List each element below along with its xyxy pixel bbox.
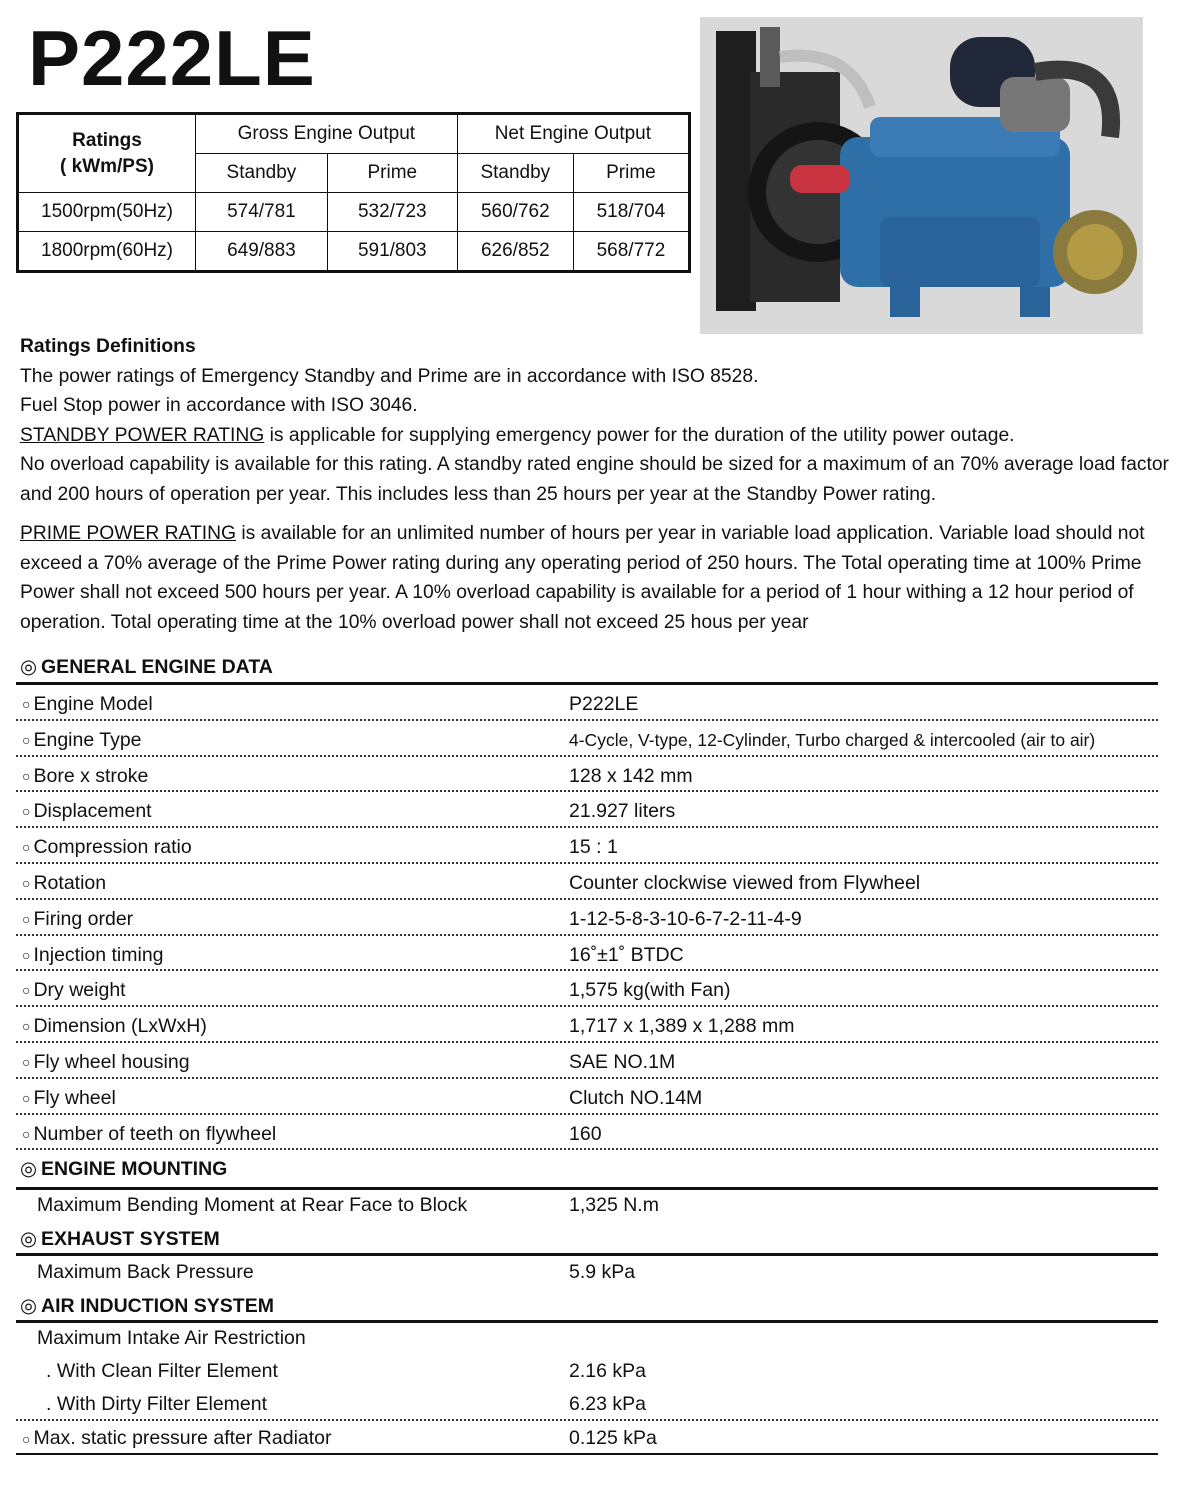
ratings-corner-header bbox=[18, 114, 196, 193]
table-cell: 574/781 bbox=[196, 193, 328, 232]
spec-label bbox=[22, 836, 192, 859]
mounting-value: 1,325 N.m bbox=[569, 1194, 659, 1216]
spec-label bbox=[22, 765, 148, 788]
section-bullet-icon: ◎ bbox=[20, 1158, 38, 1180]
table-row bbox=[16, 971, 1158, 1007]
section-title-text: EXHAUST SYSTEM bbox=[41, 1228, 220, 1250]
table-row bbox=[16, 685, 1158, 721]
section-rule bbox=[16, 1320, 1158, 1323]
spec-label bbox=[22, 693, 153, 716]
spec-label bbox=[22, 1015, 207, 1038]
table-row bbox=[16, 792, 1158, 828]
section-title-text: GENERAL ENGINE DATA bbox=[41, 656, 273, 678]
table-row bbox=[16, 1043, 1158, 1079]
col-net-prime: Prime bbox=[573, 154, 689, 193]
table-cell: 560/762 bbox=[457, 193, 573, 232]
spec-label bbox=[22, 729, 142, 752]
table-row bbox=[16, 757, 1158, 793]
exhaust-label: Maximum Back Pressure bbox=[37, 1261, 254, 1283]
spec-label bbox=[22, 800, 152, 823]
general-section-title bbox=[20, 655, 273, 679]
spec-value: P222LE bbox=[569, 693, 639, 715]
spec-label-text: Dry weight bbox=[33, 979, 126, 1002]
dirty-filter-value: 6.23 kPa bbox=[569, 1393, 646, 1415]
standby-continuation: No overload capability is available for this rating. A standby rated engine should be sized for a maximum of an 70% average load factor and 200 hours of operation per year. This includes less than 25 hours per year at the Standby Power rating. bbox=[20, 454, 1169, 505]
clean-filter-label: . With Clean Filter Element bbox=[46, 1360, 278, 1382]
ratings-corner-text: Ratings ( kWm/PS) bbox=[60, 129, 154, 177]
col-net-standby: Standby bbox=[457, 154, 573, 193]
definition-line: Fuel Stop power in accordance with ISO 3046. bbox=[20, 395, 418, 416]
engine-photo bbox=[700, 17, 1143, 334]
section-rule bbox=[16, 1187, 1158, 1190]
spec-value: 21.927 liters bbox=[569, 800, 676, 823]
circle-bullet-icon: ○ bbox=[22, 982, 31, 999]
spec-label-text: Fly wheel bbox=[33, 1086, 116, 1109]
air-restriction-label: Maximum Intake Air Restriction bbox=[37, 1327, 306, 1349]
spec-label-text: Rotation bbox=[33, 872, 107, 894]
prime-text: is available for an unlimited number of hours per year in variable load application. Variable load should not exceed a 70% average of the Prime Power rating during any operating period of 250 hours. The Total operating time at 100% Prime Power shall not exceed 500 hours per year. A 10% overload capability is available for a period of 1 hour withing a 12 hour period of operation. Total operating time at the 10% overload power shall not exceed 25 hous per year bbox=[20, 523, 1145, 633]
table-row bbox=[16, 721, 1158, 757]
spec-value: 4-Cycle, V-type, 12-Cylinder, Turbo charged & intercooled (air to air) bbox=[569, 729, 1096, 750]
spec-value: Clutch NO.14M bbox=[569, 1086, 703, 1109]
circle-bullet-icon: ○ bbox=[22, 946, 31, 963]
closing-rule bbox=[16, 1453, 1158, 1455]
table-cell: 626/852 bbox=[457, 232, 573, 272]
table-row bbox=[16, 936, 1158, 972]
spec-label-text: Engine Model bbox=[33, 693, 153, 715]
definition-line: The power ratings of Emergency Standby and Prime are in accordance with ISO 8528. bbox=[20, 365, 759, 387]
radiator-label-text: Max. static pressure after Radiator bbox=[33, 1427, 332, 1449]
spec-label bbox=[22, 979, 126, 1002]
circle-bullet-icon: ○ bbox=[22, 1125, 31, 1142]
table-row bbox=[16, 828, 1158, 864]
section-title-text: ENGINE MOUNTING bbox=[41, 1158, 228, 1180]
spec-label-text: Injection timing bbox=[33, 943, 164, 966]
exhaust-section-title bbox=[20, 1227, 220, 1251]
spec-label bbox=[22, 944, 164, 967]
spec-label-text: Number of teeth on flywheel bbox=[33, 1122, 277, 1145]
circle-bullet-icon: ○ bbox=[22, 910, 31, 927]
col-gross-standby: Standby bbox=[196, 154, 328, 193]
air-section-title bbox=[20, 1294, 274, 1318]
spec-value: 15 : 1 bbox=[569, 836, 618, 859]
circle-bullet-icon: ○ bbox=[22, 731, 31, 748]
spec-label-text: Firing order bbox=[33, 907, 134, 930]
circle-bullet-icon: ○ bbox=[22, 696, 31, 712]
clean-filter-value: 2.16 kPa bbox=[569, 1360, 646, 1382]
standby-term: STANDBY POWER RATING bbox=[20, 424, 265, 446]
spec-value: 160 bbox=[569, 1122, 602, 1145]
row-label: 1500rpm(50Hz) bbox=[18, 193, 196, 232]
spec-label bbox=[22, 1087, 116, 1110]
row-divider bbox=[16, 1419, 1158, 1421]
spec-label bbox=[22, 1051, 190, 1074]
spec-value: 16˚±1˚ BTDC bbox=[569, 943, 684, 966]
exhaust-value: 5.9 kPa bbox=[569, 1261, 636, 1283]
spec-label bbox=[22, 1123, 276, 1146]
spec-value: Counter clockwise viewed from Flywheel bbox=[569, 872, 921, 894]
gross-output-header: Gross Engine Output bbox=[196, 114, 458, 154]
mounting-label: Maximum Bending Moment at Rear Face to Block bbox=[37, 1194, 468, 1216]
section-bullet-icon: ◎ bbox=[20, 1295, 38, 1317]
standby-definition bbox=[20, 421, 1170, 451]
ratings-definitions bbox=[20, 332, 1170, 637]
radiator-pressure-label bbox=[22, 1427, 332, 1450]
dirty-filter-label: . With Dirty Filter Element bbox=[46, 1393, 268, 1415]
intercooler-hose bbox=[790, 165, 850, 193]
spec-value: SAE NO.1M bbox=[569, 1051, 676, 1073]
spec-label bbox=[22, 908, 133, 931]
table-row bbox=[18, 232, 690, 272]
turbocharger bbox=[1000, 77, 1070, 132]
spec-label-text: Fly wheel housing bbox=[33, 1051, 190, 1073]
table-row bbox=[16, 1115, 1158, 1151]
table-row bbox=[16, 864, 1158, 900]
page-title: P222LE bbox=[28, 14, 316, 102]
circle-bullet-icon: ○ bbox=[22, 875, 31, 891]
section-bullet-icon: ◎ bbox=[20, 656, 38, 678]
definitions-heading: Ratings Definitions bbox=[20, 336, 196, 357]
standby-text: is applicable for supplying emergency power for the duration of the utility power outage. bbox=[264, 424, 1015, 446]
prime-term: PRIME POWER RATING bbox=[20, 523, 237, 544]
table-row bbox=[18, 193, 690, 232]
table-row bbox=[16, 1007, 1158, 1043]
table-cell: 568/772 bbox=[573, 232, 689, 272]
circle-bullet-icon: ○ bbox=[22, 767, 31, 784]
table-cell: 591/803 bbox=[327, 232, 457, 272]
spec-label-text: Bore x stroke bbox=[33, 764, 149, 787]
spec-value: 128 x 142 mm bbox=[569, 764, 693, 787]
circle-bullet-icon: ○ bbox=[22, 1431, 31, 1447]
circle-bullet-icon: ○ bbox=[22, 1089, 31, 1106]
circle-bullet-icon: ○ bbox=[22, 1054, 31, 1070]
spec-label-text: Dimension (LxWxH) bbox=[33, 1015, 207, 1038]
circle-bullet-icon: ○ bbox=[22, 1018, 31, 1035]
spec-value: 1-12-5-8-3-10-6-7-2-11-4-9 bbox=[569, 907, 802, 930]
spec-label bbox=[22, 872, 106, 895]
ratings-table bbox=[16, 112, 691, 273]
table-cell: 532/723 bbox=[327, 193, 457, 232]
spec-label-text: Engine Type bbox=[33, 728, 142, 751]
mounting-section-title bbox=[20, 1157, 227, 1181]
spec-value: 1,717 x 1,389 x 1,288 mm bbox=[569, 1015, 795, 1038]
table-row bbox=[16, 900, 1158, 936]
section-title-text: AIR INDUCTION SYSTEM bbox=[41, 1295, 274, 1317]
row-label: 1800rpm(60Hz) bbox=[18, 232, 196, 272]
col-gross-prime: Prime bbox=[327, 154, 457, 193]
net-output-header: Net Engine Output bbox=[457, 114, 689, 154]
spec-label-text: Compression ratio bbox=[33, 836, 192, 859]
prime-definition bbox=[20, 519, 1170, 637]
spec-label-text: Displacement bbox=[33, 800, 152, 823]
table-row bbox=[16, 1079, 1158, 1115]
section-bullet-icon: ◎ bbox=[20, 1228, 38, 1250]
spec-value: 1,575 kg(with Fan) bbox=[569, 979, 731, 1002]
circle-bullet-icon: ○ bbox=[22, 839, 31, 856]
table-cell: 518/704 bbox=[573, 193, 689, 232]
section-rule bbox=[16, 1253, 1158, 1256]
radiator-pressure-value: 0.125 kPa bbox=[569, 1427, 657, 1449]
table-cell: 649/883 bbox=[196, 232, 328, 272]
circle-bullet-icon: ○ bbox=[22, 803, 31, 820]
